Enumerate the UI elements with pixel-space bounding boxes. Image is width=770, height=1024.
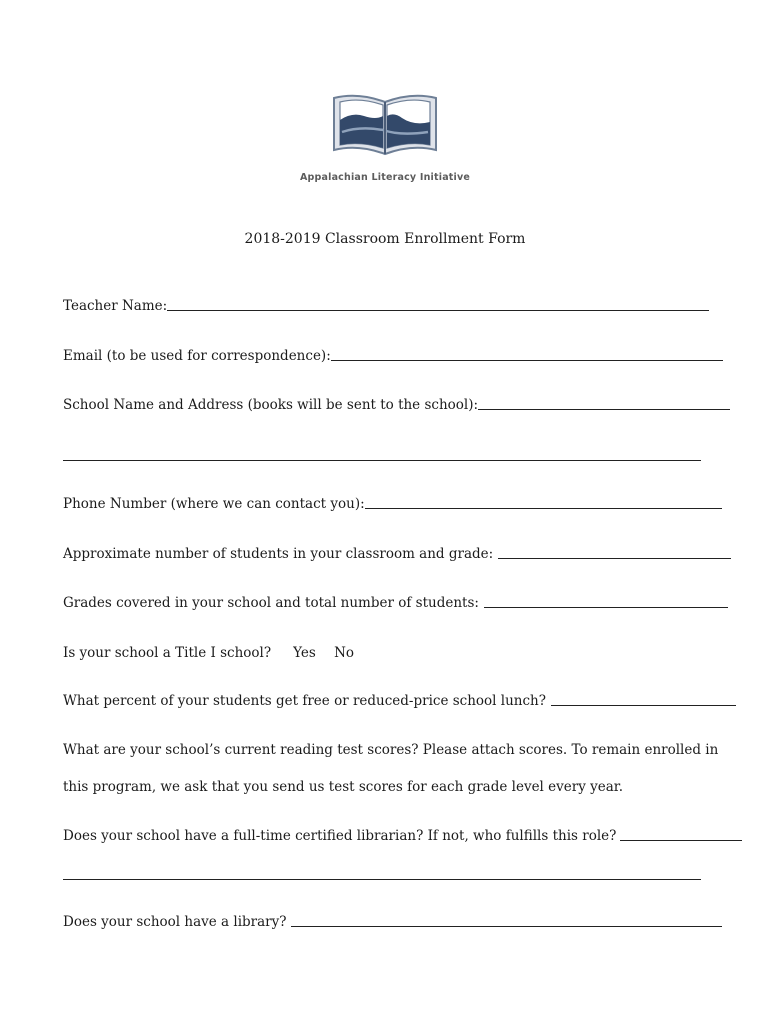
- students-field: [63, 546, 731, 562]
- librarian-input-line[interactable]: [620, 840, 742, 841]
- school-address-field: [63, 397, 730, 413]
- test-scores-text: What are your school’s current reading test scores? Please attach scores. To remain enrolled in this program, we ask that you send us test scores for each grade level every year.: [63, 742, 719, 795]
- students-input-line[interactable]: [498, 558, 731, 559]
- grades-input-line[interactable]: [484, 607, 728, 608]
- phone-label: Phone Number (where we can contact you):: [63, 496, 365, 512]
- form-title: 2018-2019 Classroom Enrollment Form: [244, 231, 526, 247]
- grades-label: Grades covered in your school and total number of students:: [63, 595, 479, 611]
- school-address-input-line-2[interactable]: [63, 460, 701, 461]
- email-label: Email (to be used for correspondence):: [63, 348, 331, 364]
- lunch-input-line[interactable]: [551, 705, 736, 706]
- open-book-logo-icon: [330, 92, 440, 162]
- librarian-label: Does your school have a full-time certified librarian? If not, who fulfills this role?: [63, 828, 617, 844]
- library-input-line[interactable]: [291, 926, 722, 927]
- title1-no-option[interactable]: No: [334, 645, 355, 661]
- lunch-label: What percent of your students get free or reduced-price school lunch?: [63, 693, 546, 709]
- organization-name: Appalachian Literacy Initiative: [299, 172, 471, 183]
- library-field: [63, 914, 722, 930]
- teacher-name-input-line[interactable]: [167, 310, 709, 311]
- teacher-name-label: Teacher Name:: [63, 298, 168, 314]
- phone-input-line[interactable]: [365, 508, 722, 509]
- grades-field: [63, 595, 728, 611]
- librarian-input-line-2[interactable]: [63, 879, 701, 880]
- title1-label: Is your school a Title I school?: [63, 645, 272, 661]
- students-label: Approximate number of students in your classroom and grade:: [63, 546, 494, 562]
- lunch-field: [63, 693, 736, 709]
- title1-yes-option[interactable]: Yes: [293, 645, 316, 661]
- librarian-field: [63, 828, 742, 844]
- email-field: [63, 348, 723, 364]
- school-address-label: School Name and Address (books will be sent to the school):: [63, 397, 479, 413]
- email-input-line[interactable]: [331, 360, 723, 361]
- school-address-input-line[interactable]: [478, 409, 730, 410]
- title1-field: [63, 645, 368, 661]
- library-label: Does your school have a library?: [63, 914, 287, 930]
- phone-field: [63, 496, 722, 512]
- teacher-name-field: [63, 298, 709, 314]
